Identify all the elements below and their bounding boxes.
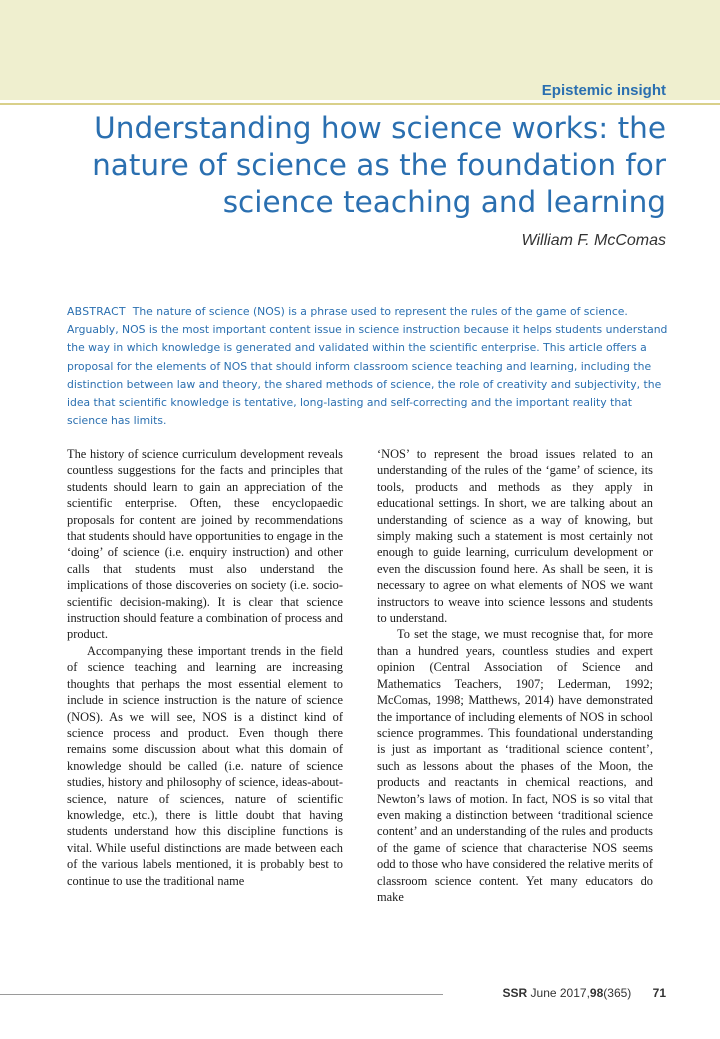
section-divider: [0, 103, 720, 105]
author-name: William F. McComas: [521, 232, 666, 249]
footer-divider: [0, 994, 443, 995]
body-paragraph: To set the stage, we must recognise that, for more than a hundred years, countless studies and expert opinion (Central Association of Science and Mathematics Teachers, 1907; Lederman, 1992; McComas, 1998; Matthews, 2014) have demonstrated the importance of including elements of NOS in school science programmes. This foundational understanding is just as important as ‘traditional science content’, such as lessons about the phases of the Moon, the products and reactants in chemical reactions, and Newton’s laws of motion. In fact, NOS is so vital that even making a distinction between ‘traditional science content’ and an understanding of the rules and products of the game of science that characterise NOS seems odd to those who have considered the relative merits of classroom science content. Yet many educators do make: [377, 627, 653, 904]
body-paragraph: The history of science curriculum development reveals countless suggestions for the facts and principles that students should learn to gain an appreciation of the scientific enterprise. Often, these encyclopaedic proposals for content are joined by recommendations that students should have opportunities to engage in the ‘doing’ of science (i.e. enquiry instruction) and other calls that students must also understand the implications of those discoveries on society (i.e. socio-scientific decision-making). It is clear that science instruction should feature a combination of process and product.: [67, 447, 343, 642]
body-paragraph: ‘NOS’ to represent the broad issues related to an understanding of the rules of the ‘game’ of science, its tools, products and methods as they apply in educational settings. In short, we are talking about an understanding of science as a way of knowing, but simply making such a statement is most certainly not enough to guide learning, curriculum development or even the discussion found here. As shall be seen, it is necessary to agree on what elements of NOS we want instructors to weave into science lessons and students to understand.: [377, 447, 653, 626]
journal-name: SSR: [502, 986, 528, 1000]
abstract-text: The nature of science (NOS) is a phrase used to represent the rules of the game of science. Arguably, NOS is the most important content issue in science instruction because it helps students understand the way in which knowledge is generated and validated within the scientific enterprise. This article offers a proposal for the elements of NOS that should inform classroom science teaching and learning, including the distinction between law and theory, the shared methods of science, the role of creativity and subjectivity, the idea that scientific knowledge is tentative, long-lasting and self-correcting and the important reality that science has limits.: [67, 305, 668, 428]
page-number: 71: [652, 986, 666, 1000]
body-column-left: [67, 446, 343, 889]
issue-date: June 2017,: [530, 986, 590, 1000]
abstract-label: ABSTRACT: [67, 305, 126, 318]
issue-number: (365): [603, 986, 632, 1000]
body-column-right: [377, 446, 653, 905]
article-title: Understanding how science works: the nature of science as the foundation for science teaching and learning: [92, 111, 666, 219]
page-footer: [503, 986, 667, 1000]
body-paragraph: Accompanying these important trends in the field of science teaching and learning are increasing thoughts that perhaps the most essential element to include in science instruction is the nature of science (NOS). As we will see, NOS is a distinct kind of science process and product. Even though there remains some discussion about what this domain of knowledge should be called (i.e. nature of science studies, history and philosophy of science, ideas-about-science, nature of sciences, nature of scientific knowledge, etc.), there is little doubt that having students understand how this discipline functions is vital. While useful distinctions are made between each of the various labels mentioned, it is probably best to continue to use the traditional name: [67, 643, 343, 888]
volume-number: 98: [589, 986, 604, 1000]
abstract: [67, 303, 672, 430]
section-label: Epistemic insight: [541, 82, 666, 99]
